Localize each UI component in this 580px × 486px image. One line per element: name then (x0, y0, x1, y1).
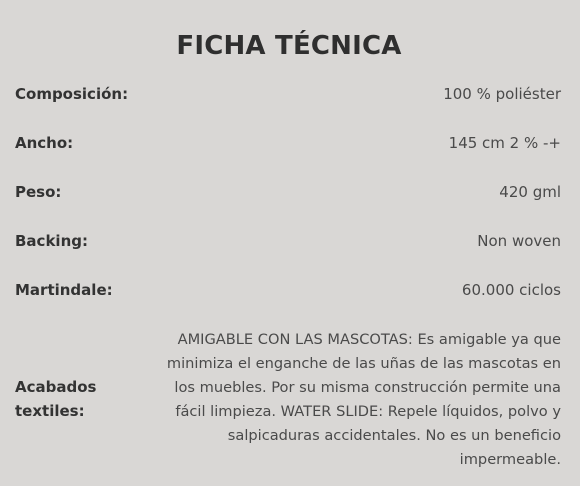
spec-row-composicion (15, 83, 561, 106)
spec-row-peso (15, 181, 561, 204)
spec-value-peso: 420 gml (499, 183, 561, 201)
spec-row-martindale (15, 279, 561, 302)
spec-value-ancho: 145 cm 2 % -+ (448, 134, 561, 152)
spec-value-acabados: AMIGABLE CON LAS MASCOTAS: Es amigable ya que minimiza el enganche de las uñas de las mascotas en los muebles. Por su misma construcción permite una fácil limpieza. WATER SLIDE: Repele líquidos, polvo y salpicaduras accidentales. No es un beneficio impermeable. (166, 331, 561, 468)
spec-label-martindale: Martindale: (15, 281, 113, 299)
spec-value-composicion: 100 % poliéster (443, 85, 561, 103)
spec-label-acabados: Acabados textiles: (15, 378, 97, 420)
page-title: FICHA TÉCNICA (176, 31, 402, 61)
spec-label-peso: Peso: (15, 183, 62, 201)
spec-row-backing (15, 230, 561, 253)
spec-value-backing: Non woven (477, 232, 561, 250)
spec-label-backing: Backing: (15, 232, 88, 250)
spec-label-composicion: Composición: (15, 85, 129, 103)
spec-value-martindale: 60.000 ciclos (461, 281, 561, 299)
spec-label-ancho: Ancho: (15, 134, 74, 152)
spec-row-ancho (15, 132, 561, 155)
spec-row-acabados (15, 328, 561, 472)
